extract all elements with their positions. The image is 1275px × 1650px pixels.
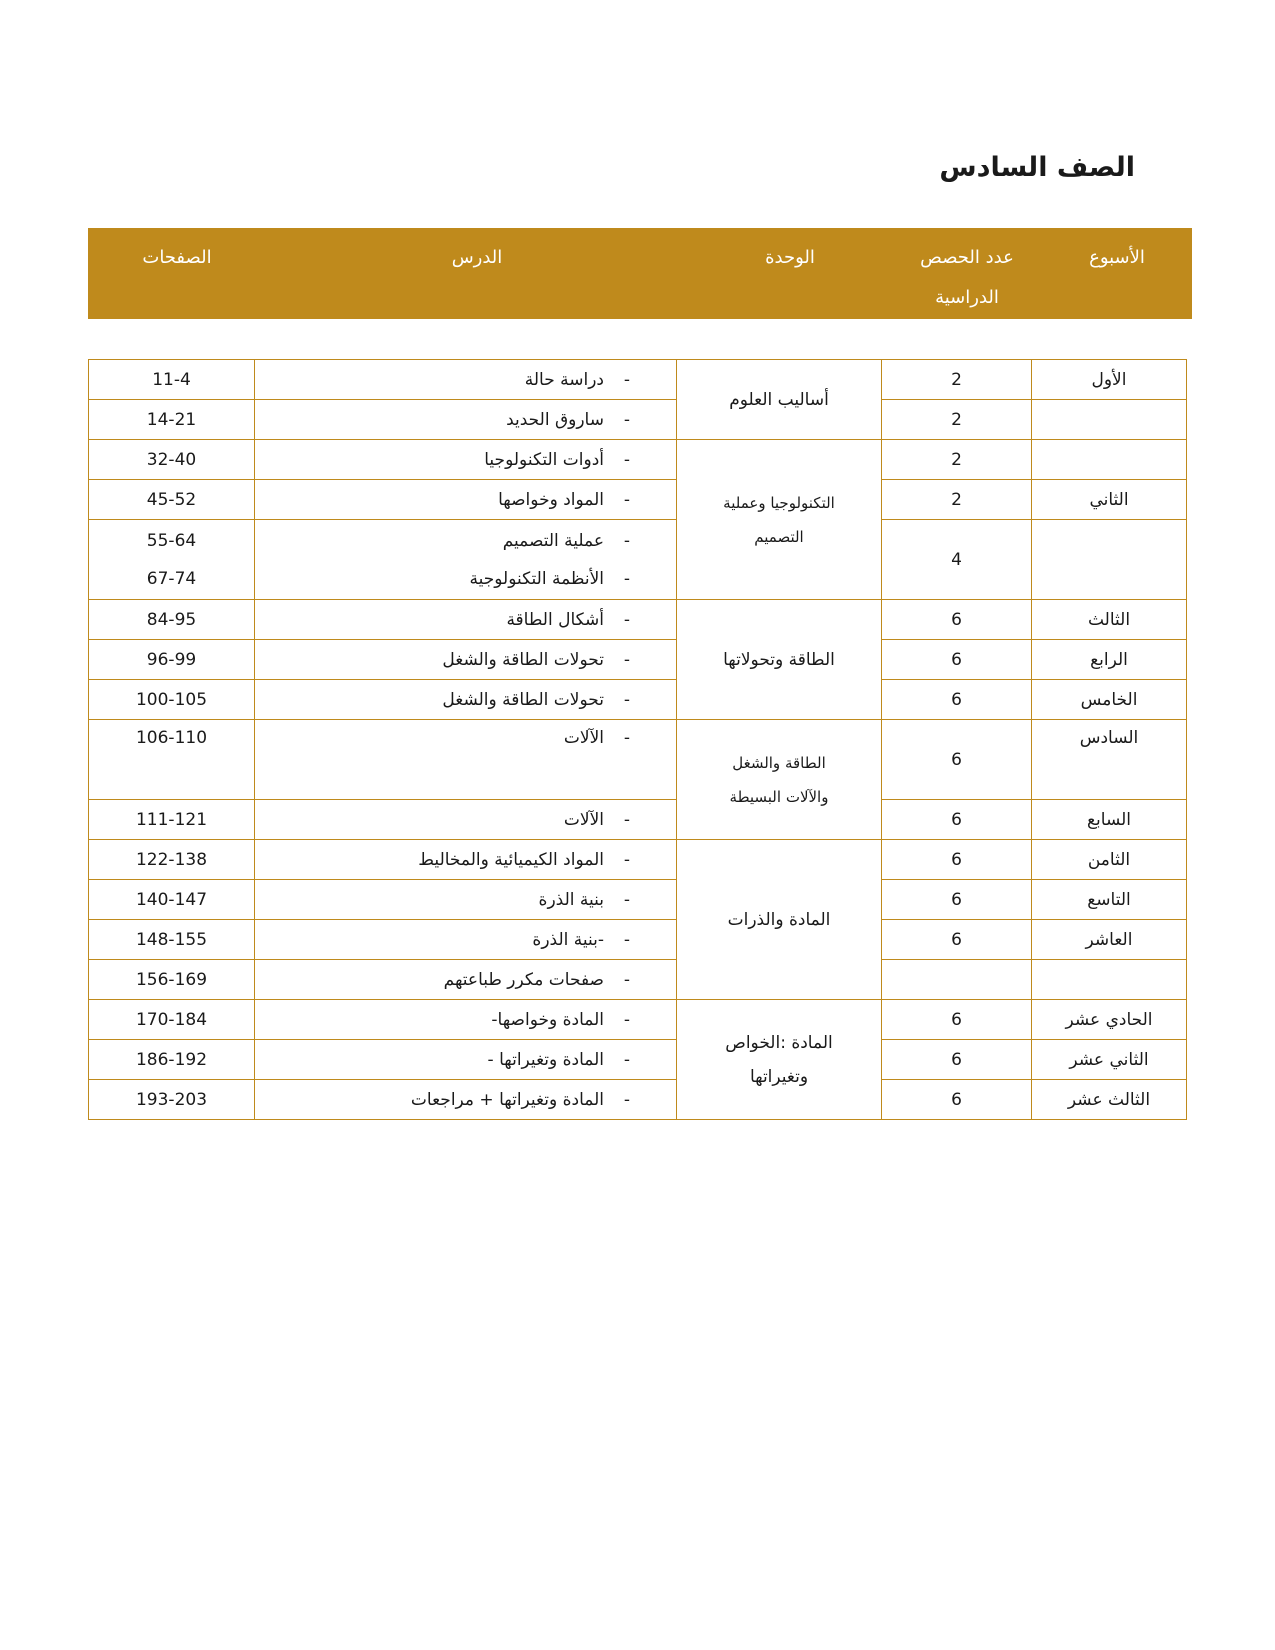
header-pages: الصفحات [142,247,212,268]
lesson-text: المادة وتغيراتها + مراجعات [410,1089,604,1110]
table-row [89,400,1187,440]
unit-line2: التصميم [754,527,804,546]
week-cell: الثاني عشر [1032,1040,1187,1080]
header-sessions-line2: الدراسية [935,287,999,308]
sessions-cell: 2 [882,400,1032,440]
bullet-dash: - [623,1009,631,1030]
lesson-cell [255,960,677,1000]
pages-cell: 11-4 [89,360,255,400]
lesson-text-2: الأنظمة التكنولوجية [469,568,604,589]
bullet-dash: - [623,1089,631,1110]
schedule-table [88,359,1187,1120]
sessions-cell: 6 [882,720,1032,800]
table-row [89,960,1187,1000]
lesson-cell [255,600,677,640]
table-row [89,520,1187,600]
lesson-text: الآلات [563,728,604,748]
week-cell: الثامن [1032,840,1187,880]
bullet-dash: - [623,849,631,870]
pages-cell: 156-169 [89,960,255,1000]
sessions-cell: 6 [882,1040,1032,1080]
pages-cell: 84-95 [89,600,255,640]
pages-cell: 140-147 [89,880,255,920]
bullet-dash: - [623,728,631,748]
pages-cell: 111-121 [89,800,255,840]
bullet-dash: - [623,689,631,710]
sessions-cell: 2 [882,360,1032,400]
lesson-text: الآلات [563,809,604,830]
lesson-cell [255,480,677,520]
sessions-cell: 6 [882,800,1032,840]
lesson-cell [255,680,677,720]
bullet-dash: - [623,609,631,630]
unit-cell [677,440,882,600]
pages-cell [89,520,255,600]
table-row [89,440,1187,480]
week-cell: السادس [1032,720,1187,800]
table-row [89,480,1187,520]
pages-cell: 100-105 [89,680,255,720]
bullet-dash: - [623,889,631,910]
week-cell [1032,400,1187,440]
unit-line1: التكنولوجيا وعملية [723,493,835,512]
unit-cell: المادة والذرات [677,840,882,1000]
bullet-dash: - [623,369,631,390]
header-lesson: الدرس [451,247,503,268]
unit-cell [677,1000,882,1120]
table-row [89,680,1187,720]
table-row [89,1000,1187,1040]
lesson-cell [255,640,677,680]
lesson-text: ساروق الحديد [506,409,604,430]
pages-cell: 186-192 [89,1040,255,1080]
lesson-text: المواد وخواصها [498,489,604,510]
header-sessions-line1: عدد الحصص [920,247,1014,268]
bullet-dash: - [623,409,631,430]
sessions-cell: 6 [882,640,1032,680]
table-header [88,228,1192,319]
table-row [89,800,1187,840]
sessions-cell: 4 [882,520,1032,600]
unit-line1: الطاقة والشغل [732,753,826,772]
pages-cell: 32-40 [89,440,255,480]
table-row [89,1040,1187,1080]
sessions-cell: 2 [882,480,1032,520]
lesson-text: بنية الذرة [538,889,604,910]
table-row [89,720,1187,800]
week-cell [1032,440,1187,480]
sessions-cell: 6 [882,600,1032,640]
sessions-cell: 6 [882,680,1032,720]
table-row [89,640,1187,680]
lesson-cell [255,360,677,400]
unit-line2: وتغيراتها [749,1066,809,1087]
pages-cell: 148-155 [89,920,255,960]
week-cell: العاشر [1032,920,1187,960]
table-row [89,360,1187,400]
pages-cell: 106-110 [89,720,255,800]
header-week: الأسبوع [1089,247,1145,268]
unit-cell: أساليب العلوم [677,360,882,440]
lesson-text: دراسة حالة [524,369,604,390]
sessions-cell: 6 [882,880,1032,920]
pages-cell: 45-52 [89,480,255,520]
pages-value-2: 67-74 [146,568,197,589]
lesson-cell [255,400,677,440]
lesson-cell [255,920,677,960]
week-cell [1032,960,1187,1000]
page-title: الصف السادس [939,152,1135,183]
lesson-text: -بنية الذرة [532,929,604,950]
lesson-cell [255,440,677,480]
unit-cell: الطاقة وتحولاتها [677,600,882,720]
bullet-dash: - [623,449,631,470]
pages-cell: 170-184 [89,1000,255,1040]
lesson-text: أدوات التكنولوجيا [484,449,604,470]
week-cell: التاسع [1032,880,1187,920]
sessions-cell: 6 [882,1080,1032,1120]
table-row [89,600,1187,640]
pages-cell: 14-21 [89,400,255,440]
lesson-text: صفحات مكرر طباعتهم [443,969,604,990]
lesson-cell [255,840,677,880]
table-row [89,840,1187,880]
header-unit: الوحدة [765,247,815,268]
bullet-dash: - [623,530,631,551]
lesson-text: المادة وتغيراتها - [487,1049,604,1070]
sessions-cell: 6 [882,1000,1032,1040]
week-cell: الرابع [1032,640,1187,680]
lesson-cell [255,720,677,800]
week-cell [1032,520,1187,600]
bullet-dash: - [623,568,631,589]
sessions-cell [882,960,1032,1000]
lesson-cell [255,1040,677,1080]
lesson-text: عملية التصميم [502,530,604,551]
lesson-text: تحولات الطاقة والشغل [442,689,604,710]
bullet-dash: - [623,1049,631,1070]
bullet-dash: - [623,649,631,670]
week-cell: الثاني [1032,480,1187,520]
week-cell: الخامس [1032,680,1187,720]
sessions-cell: 6 [882,840,1032,880]
unit-line1: المادة :الخواص [725,1032,833,1053]
bullet-dash: - [623,969,631,990]
week-cell: الحادي عشر [1032,1000,1187,1040]
bullet-dash: - [623,929,631,950]
week-cell: الثالث عشر [1032,1080,1187,1120]
pages-cell: 193-203 [89,1080,255,1120]
lesson-cell [255,800,677,840]
pages-cell: 122-138 [89,840,255,880]
sessions-cell: 6 [882,920,1032,960]
header-sessions [892,238,1042,318]
unit-line2: والآلات البسيطة [729,787,829,806]
lesson-text: المواد الكيميائية والمخاليط [418,849,604,870]
lesson-cell [255,880,677,920]
table-row [89,1080,1187,1120]
lesson-cell [255,1080,677,1120]
pages-value: 55-64 [146,530,197,551]
table-row [89,920,1187,960]
lesson-text: أشكال الطاقة [506,609,604,630]
table-row [89,880,1187,920]
lesson-text: المادة وخواصها- [491,1009,604,1030]
lesson-cell [255,1000,677,1040]
bullet-dash: - [623,809,631,830]
sessions-cell: 2 [882,440,1032,480]
week-cell: الأول [1032,360,1187,400]
week-cell: السابع [1032,800,1187,840]
week-cell: الثالث [1032,600,1187,640]
unit-cell [677,720,882,840]
lesson-text: تحولات الطاقة والشغل [442,649,604,670]
pages-cell: 96-99 [89,640,255,680]
lesson-cell [255,520,677,600]
bullet-dash: - [623,489,631,510]
